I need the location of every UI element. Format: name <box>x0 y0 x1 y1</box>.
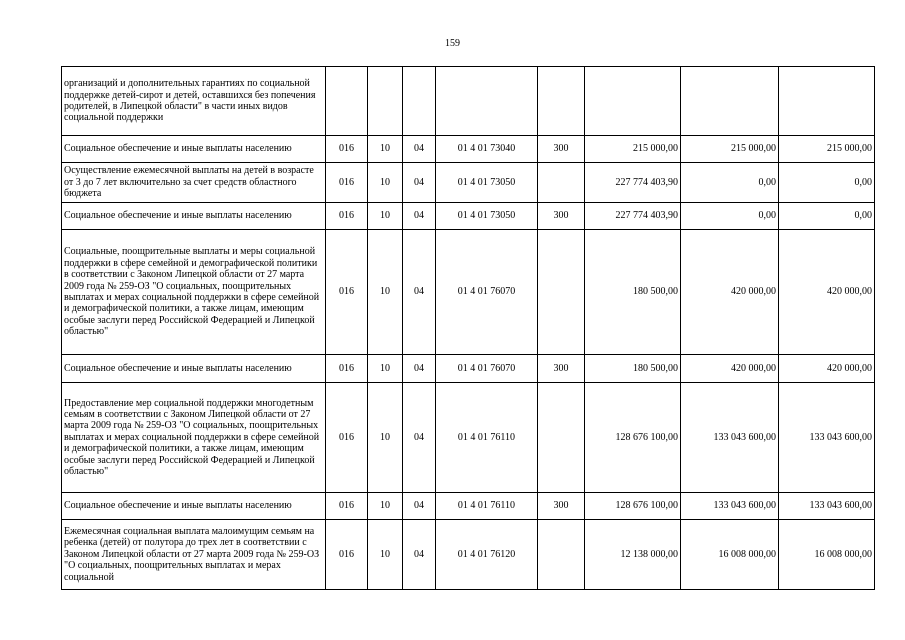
cell-ministry: 016 <box>326 230 368 355</box>
cell-name: Социальное обеспечение и иные выплаты населению <box>62 203 326 230</box>
cell-target <box>436 67 538 136</box>
cell-sum2: 420 000,00 <box>681 355 779 383</box>
cell-sum3: 0,00 <box>779 163 875 203</box>
cell-ministry: 016 <box>326 520 368 590</box>
cell-expense-type: 300 <box>538 136 585 163</box>
cell-sum3: 420 000,00 <box>779 230 875 355</box>
cell-section <box>368 67 403 136</box>
table-row <box>62 493 875 520</box>
cell-subsection: 04 <box>403 493 436 520</box>
cell-name: Социальное обеспечение и иные выплаты населению <box>62 355 326 383</box>
cell-section: 10 <box>368 163 403 203</box>
cell-expense-type <box>538 230 585 355</box>
cell-subsection: 04 <box>403 203 436 230</box>
page-number: 159 <box>445 38 460 49</box>
cell-section: 10 <box>368 230 403 355</box>
cell-expense-type <box>538 383 585 493</box>
cell-target: 01 4 01 76120 <box>436 520 538 590</box>
cell-target: 01 4 01 76110 <box>436 383 538 493</box>
table-row <box>62 136 875 163</box>
cell-ministry: 016 <box>326 163 368 203</box>
cell-sum1: 180 500,00 <box>585 355 681 383</box>
cell-name: Ежемесячная социальная выплата малоимущим семьям на ребенка (детей) от полутора до трех лет в соответствии с Законом Липецкой области от 27 марта 2009 года № 259-ОЗ "О социальных, поощрительных выплатах и мерах социальной <box>62 520 326 590</box>
cell-section: 10 <box>368 383 403 493</box>
cell-subsection: 04 <box>403 355 436 383</box>
cell-sum1: 227 774 403,90 <box>585 163 681 203</box>
budget-table <box>61 66 875 590</box>
cell-name: Социальные, поощрительные выплаты и меры социальной поддержки в сфере семейной и демографической политики в соответствии с Законом Липецкой области от 27 марта 2009 года № 259-ОЗ "О социальных, поощрительных выплатах и мерах социальной поддержки в сфере семейной и демографической политики, а также лицам, имеющим особые заслуги перед Российской Федерацией и Липецкой областью" <box>62 230 326 355</box>
cell-section: 10 <box>368 136 403 163</box>
cell-ministry: 016 <box>326 203 368 230</box>
cell-sum3: 420 000,00 <box>779 355 875 383</box>
cell-subsection: 04 <box>403 383 436 493</box>
cell-sum3 <box>779 67 875 136</box>
cell-name: Предоставление мер социальной поддержки многодетным семьям в соответствии с Законом Липецкой области от 27 марта 2009 года № 259-ОЗ "О социальных, поощрительных выплатах и мерах социальной поддержки в сфере семейной и демографической политики, а также лицам, имеющим особые заслуги перед Российской Федерацией и Липецкой областью" <box>62 383 326 493</box>
cell-sum1 <box>585 67 681 136</box>
cell-sum2: 16 008 000,00 <box>681 520 779 590</box>
cell-section: 10 <box>368 493 403 520</box>
cell-sum2: 215 000,00 <box>681 136 779 163</box>
cell-ministry: 016 <box>326 383 368 493</box>
table-row <box>62 203 875 230</box>
cell-sum1: 215 000,00 <box>585 136 681 163</box>
cell-ministry: 016 <box>326 493 368 520</box>
cell-expense-type <box>538 163 585 203</box>
cell-subsection: 04 <box>403 230 436 355</box>
cell-target: 01 4 01 76070 <box>436 355 538 383</box>
table-row <box>62 355 875 383</box>
cell-sum2: 133 043 600,00 <box>681 383 779 493</box>
cell-target: 01 4 01 73050 <box>436 203 538 230</box>
cell-sum3: 133 043 600,00 <box>779 383 875 493</box>
cell-section: 10 <box>368 203 403 230</box>
table-row <box>62 67 875 136</box>
cell-sum1: 128 676 100,00 <box>585 493 681 520</box>
cell-sum2 <box>681 67 779 136</box>
cell-sum1: 227 774 403,90 <box>585 203 681 230</box>
cell-expense-type <box>538 67 585 136</box>
cell-sum3: 0,00 <box>779 203 875 230</box>
cell-subsection <box>403 67 436 136</box>
cell-subsection: 04 <box>403 136 436 163</box>
cell-name: Осуществление ежемесячной выплаты на детей в возрасте от 3 до 7 лет включительно за счет средств областного бюджета <box>62 163 326 203</box>
cell-subsection: 04 <box>403 520 436 590</box>
cell-sum2: 133 043 600,00 <box>681 493 779 520</box>
cell-name: Социальное обеспечение и иные выплаты населению <box>62 136 326 163</box>
cell-target: 01 4 01 76070 <box>436 230 538 355</box>
cell-expense-type: 300 <box>538 493 585 520</box>
cell-ministry: 016 <box>326 136 368 163</box>
cell-section: 10 <box>368 520 403 590</box>
table-row <box>62 520 875 590</box>
cell-sum1: 180 500,00 <box>585 230 681 355</box>
cell-ministry: 016 <box>326 355 368 383</box>
cell-name: организаций и дополнительных гарантиях по социальной поддержке детей-сирот и детей, оставшихся без попечения родителей, в Липецкой области" в части иных видов социальной поддержки <box>62 67 326 136</box>
cell-target: 01 4 01 73050 <box>436 163 538 203</box>
cell-sum2: 0,00 <box>681 163 779 203</box>
cell-sum2: 420 000,00 <box>681 230 779 355</box>
cell-sum1: 128 676 100,00 <box>585 383 681 493</box>
cell-target: 01 4 01 73040 <box>436 136 538 163</box>
table-row <box>62 383 875 493</box>
cell-sum3: 133 043 600,00 <box>779 493 875 520</box>
cell-ministry <box>326 67 368 136</box>
cell-expense-type: 300 <box>538 355 585 383</box>
cell-expense-type: 300 <box>538 203 585 230</box>
table-row <box>62 163 875 203</box>
cell-sum2: 0,00 <box>681 203 779 230</box>
table-row <box>62 230 875 355</box>
cell-name: Социальное обеспечение и иные выплаты населению <box>62 493 326 520</box>
cell-section: 10 <box>368 355 403 383</box>
cell-sum3: 215 000,00 <box>779 136 875 163</box>
cell-expense-type <box>538 520 585 590</box>
cell-sum3: 16 008 000,00 <box>779 520 875 590</box>
cell-subsection: 04 <box>403 163 436 203</box>
table-body <box>62 67 875 590</box>
cell-target: 01 4 01 76110 <box>436 493 538 520</box>
cell-sum1: 12 138 000,00 <box>585 520 681 590</box>
